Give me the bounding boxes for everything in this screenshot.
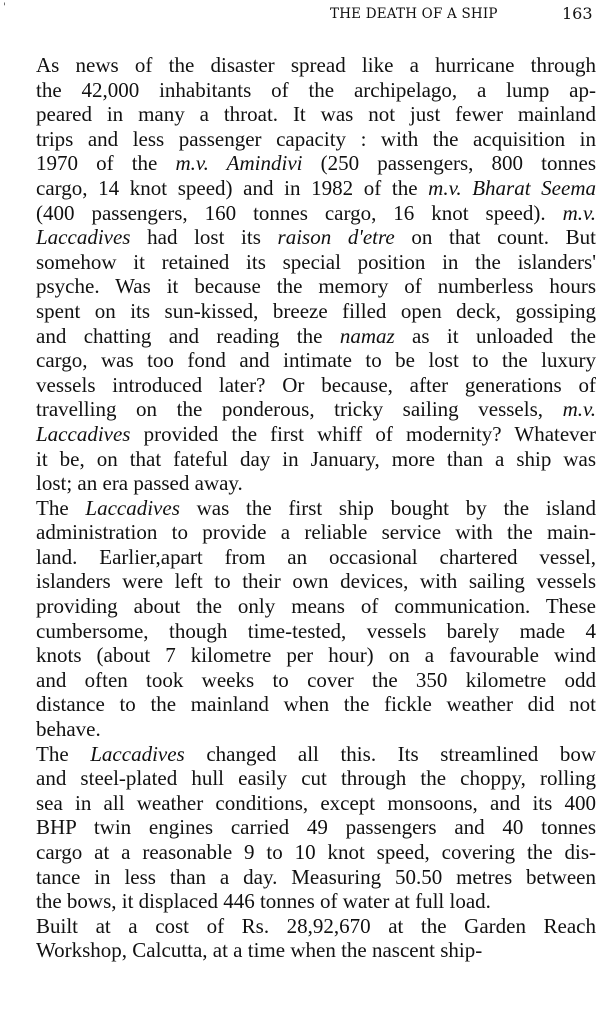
text-line: trips and less passenger capacity : with the acquisition in bbox=[36, 126, 596, 151]
text-line: and chatting and reading the namaz as it unloaded the bbox=[36, 323, 596, 348]
body-text bbox=[8, 53, 596, 963]
text-line: knots (about 7 kilometre per hour) on a favourable wind bbox=[36, 643, 596, 668]
text-line: cargo, was too fond and intimate to be lost to the luxury bbox=[36, 348, 596, 373]
text-line: tance in less than a day. Measuring 50.50 metres between bbox=[36, 864, 596, 889]
italic-text: m.v. Bharat Seema bbox=[428, 175, 596, 200]
italic-text: m.v. bbox=[562, 200, 596, 225]
text-line: lost; an era passed away. bbox=[36, 471, 243, 496]
text-line: it be, on that fateful day in January, more than a ship was bbox=[36, 446, 596, 471]
text-line: psyche. Was it because the memory of numberless hours bbox=[36, 274, 596, 299]
page-header bbox=[0, 0, 600, 34]
text-line: and steel-plated hull easily cut through the choppy, rolling bbox=[36, 766, 596, 791]
corner-mark: ' bbox=[3, 2, 6, 13]
text-line: and often took weeks to cover the 350 kilometre odd bbox=[36, 667, 596, 692]
italic-text: m.v. bbox=[562, 397, 596, 422]
paragraph bbox=[8, 742, 596, 914]
text-line: spent on its sun-kissed, breeze filled open deck, gossiping bbox=[36, 298, 596, 323]
italic-text: raison d'etre bbox=[277, 225, 395, 250]
text-line: As news of the disaster spread like a hurricane through bbox=[36, 53, 596, 77]
text-line: Built at a cost of Rs. 28,92,670 at the Garden Reach bbox=[36, 913, 596, 938]
text-line: administration to provide a reliable service with the main- bbox=[36, 520, 596, 545]
text-line: somehow it retained its special position in the islanders' bbox=[36, 249, 596, 274]
text-line: sea in all weather conditions, except monsoons, and its 400 bbox=[36, 790, 596, 815]
text-line: BHP twin engines carried 49 passengers and 40 tonnes bbox=[36, 815, 596, 840]
text-line: Workshop, Calcutta, at a time when the nascent ship- bbox=[36, 938, 483, 963]
text-line: cargo at a reasonable 9 to 10 knot speed, covering the dis- bbox=[36, 840, 596, 864]
text-line: providing about the only means of communication. These bbox=[36, 594, 596, 619]
italic-text: Laccadives bbox=[36, 225, 131, 250]
italic-text: Laccadives bbox=[90, 741, 185, 766]
text-line: Laccadives had lost its raison d'etre on that count. But bbox=[36, 225, 596, 250]
text-line: distance to the mainland when the fickle weather did not bbox=[36, 692, 596, 717]
text-line: travelling on the ponderous, tricky sailing vessels, m.v. bbox=[36, 397, 596, 422]
text-line: the 42,000 inhabitants of the archipelago, a lump ap- bbox=[36, 77, 596, 102]
text-line: (400 passengers, 160 tonnes cargo, 16 knot speed). m.v. bbox=[36, 200, 596, 225]
text-line: land. Earlier,apart from an occasional chartered vessel, bbox=[36, 544, 596, 569]
running-head: THE DEATH OF A SHIP bbox=[330, 6, 498, 22]
text-line: cumbersome, though time-tested, vessels barely made 4 bbox=[36, 618, 596, 643]
text-line: The Laccadives was the first ship bought by the island bbox=[36, 495, 596, 520]
italic-text: Laccadives bbox=[36, 421, 131, 446]
text-line: The Laccadives changed all this. Its streamlined bow bbox=[36, 741, 596, 766]
text-line: vessels introduced later? Or because, after generations of bbox=[36, 372, 596, 397]
text-line: peared in many a throat. It was not just fewer mainland bbox=[36, 102, 596, 127]
text-line: the bows, it displaced 446 tonnes of water at full load. bbox=[36, 889, 491, 914]
paragraph bbox=[8, 496, 596, 742]
italic-text: Laccadives bbox=[85, 495, 180, 520]
page-number: 163 bbox=[562, 4, 593, 23]
text-line: Laccadives provided the first whiff of modernity? Whatever bbox=[36, 421, 596, 446]
paragraph bbox=[8, 53, 596, 496]
italic-text: namaz bbox=[339, 323, 395, 348]
italic-text: m.v. Amindivi bbox=[175, 151, 303, 176]
text-line: cargo, 14 knot speed) and in 1982 of the m.v. Bharat Seema bbox=[36, 175, 596, 200]
paragraph bbox=[8, 914, 596, 963]
text-line: islanders were left to their own devices, with sailing vessels bbox=[36, 569, 596, 594]
text-line: 1970 of the m.v. Amindivi (250 passengers, 800 tonnes bbox=[36, 151, 596, 176]
text-line: behave. bbox=[36, 717, 101, 742]
